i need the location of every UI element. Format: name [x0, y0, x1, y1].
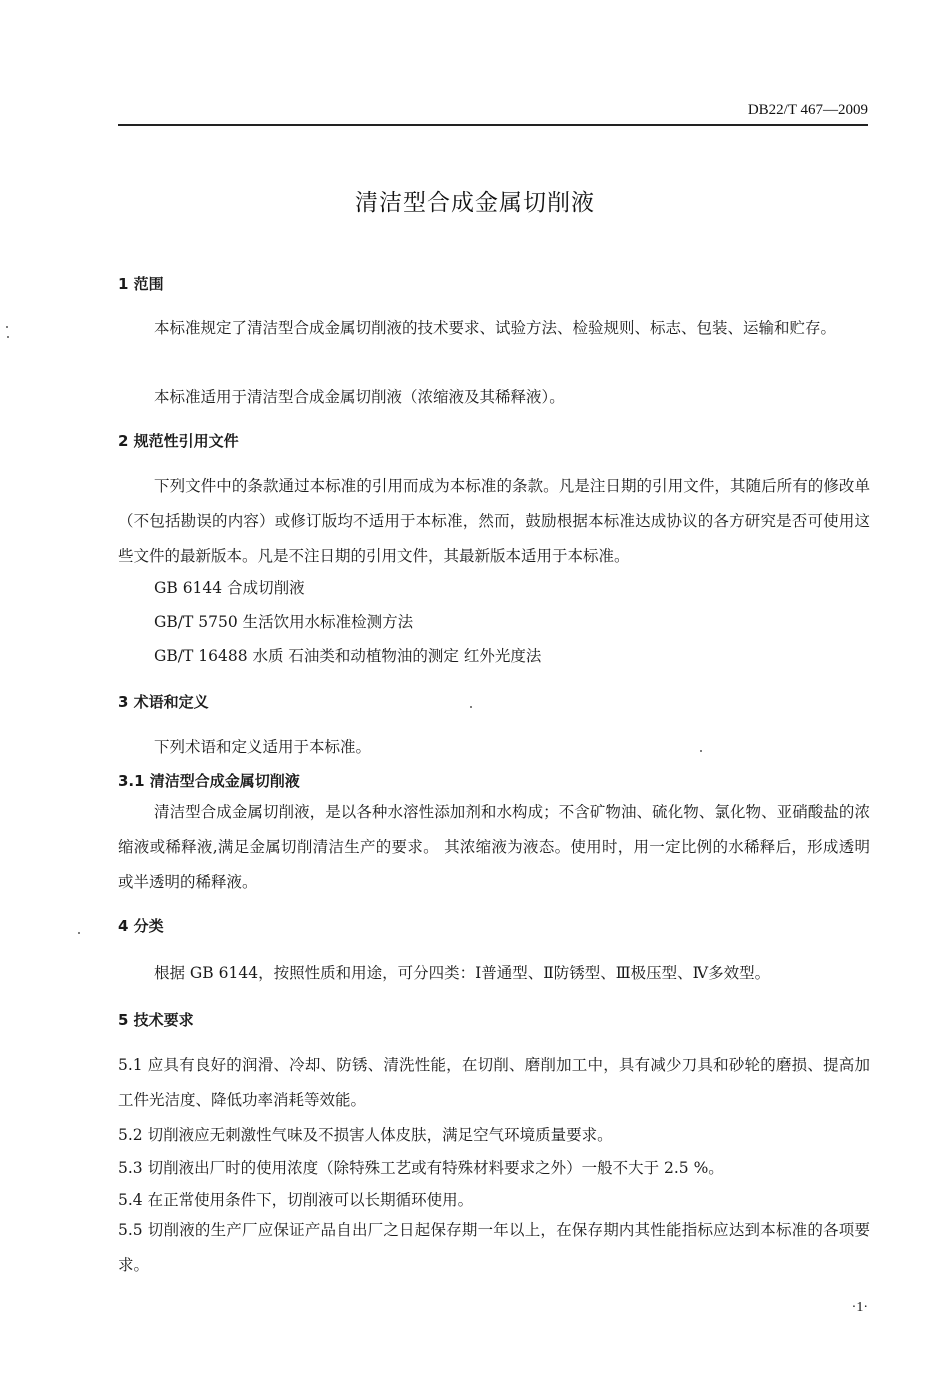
scan-speck: [78, 932, 80, 934]
reference-item: GB/T 5750 生活饮用水标准检测方法: [154, 613, 414, 631]
section-1-paragraph-1: 本标准规定了清洁型合成金属切削液的技术要求、试验方法、检验规则、标志、包装、运输和贮存。: [154, 319, 837, 337]
section-2-paragraph-1: 下列文件中的条款通过本标准的引用而成为本标准的条款。凡是注日期的引用文件，其随后所有的修改单（不包括勘误的内容）或修订版均不适用于本标准，然而，鼓励根据本标准达成协议的各方研究是否可使用这些文件的最新版本。凡是不注日期的引用文件，其最新版本适用于本标准。: [118, 477, 870, 565]
document-title: 清洁型合成金属切削液: [355, 190, 595, 216]
section-3-heading: 3 术语和定义: [118, 693, 209, 711]
section-4-heading: 4 分类: [118, 917, 164, 935]
scan-speck: [7, 336, 9, 338]
standard-code: DB22/T 467—2009: [747, 102, 868, 118]
section-1-paragraph-2: 本标准适用于清洁型合成金属切削液（浓缩液及其稀释液）。: [154, 388, 565, 406]
scan-speck: [700, 750, 702, 752]
reference-item: GB 6144 合成切削液: [154, 579, 305, 597]
requirement-item: 5.5 切削液的生产厂应保证产品自出厂之日起保存期一年以上，在保存期内其性能指标应达到本标准的各项要求。: [118, 1221, 870, 1274]
requirement-item: 5.4 在正常使用条件下，切削液可以长期循环使用。: [118, 1191, 474, 1209]
section-2-heading: 2 规范性引用文件: [118, 432, 239, 450]
section-5-heading: 5 技术要求: [118, 1011, 194, 1029]
scan-speck: [470, 706, 472, 708]
requirement-item: 5.2 切削液应无刺激性气味及不损害人体皮肤，满足空气环境质量要求。: [118, 1126, 613, 1144]
requirement-item: 5.3 切削液出厂时的使用浓度（除特殊工艺或有特殊材料要求之外）一般不大于 2.5 %。: [118, 1159, 724, 1177]
section-3-1-paragraph: 清洁型合成金属切削液，是以各种水溶性添加剂和水构成；不含矿物油、硫化物、氯化物、亚硝酸盐的浓缩液或稀释液,满足金属切削清洁生产的要求。 其浓缩液为液态。使用时，用一定比例的水稀释后，形成透明或半透明的稀释液。: [118, 803, 870, 891]
section-3-1-heading: 3.1 清洁型合成金属切削液: [118, 772, 300, 790]
section-1-heading: 1 范围: [118, 275, 164, 293]
reference-item: GB/T 16488 水质 石油类和动植物油的测定 红外光度法: [154, 647, 542, 665]
section-3-paragraph-1: 下列术语和定义适用于本标准。: [154, 738, 372, 756]
requirement-item: 5.1 应具有良好的润滑、冷却、防锈、清洗性能，在切削、磨削加工中，具有减少刀具和砂轮的磨损、提高加工件光洁度、降低功率消耗等效能。: [118, 1056, 870, 1109]
scan-speck: [6, 326, 8, 328]
section-4-paragraph-1: 根据 GB 6144，按照性质和用途，可分四类：Ⅰ普通型、Ⅱ防锈型、Ⅲ极压型、Ⅳ多效型。: [154, 964, 771, 982]
header-rule: [118, 124, 868, 126]
page-number: ·1·: [851, 1300, 868, 1315]
